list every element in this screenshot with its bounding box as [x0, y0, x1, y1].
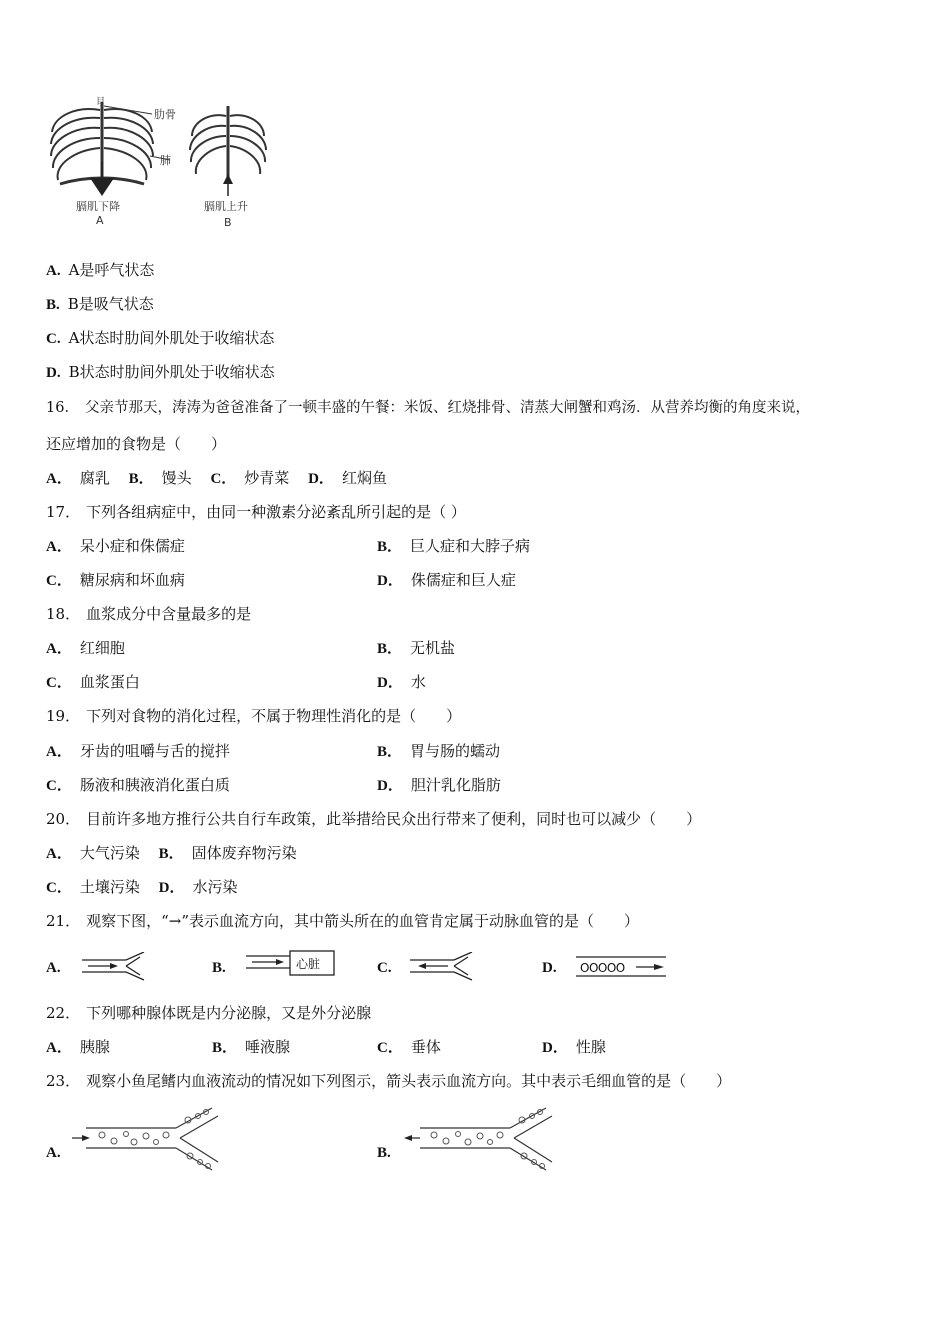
q15-option-a[interactable] [46, 260, 154, 281]
option-text: 糖尿病和坏血病 [79, 571, 185, 589]
q17-option-d[interactable] [377, 570, 516, 591]
option-label: B． [377, 641, 403, 657]
option-label: D. [46, 365, 61, 381]
option-text: A状态时肋间外肌处于收缩状态 [68, 329, 275, 347]
q21-option-d[interactable] [542, 957, 565, 978]
q16-option-a[interactable] [46, 469, 110, 487]
option-text: 馒头 [161, 469, 192, 487]
label-rib: 肋骨 [154, 108, 176, 121]
option-text: 固体废弃物污染 [191, 844, 297, 862]
option-label: D． [377, 778, 403, 794]
option-label: C. [377, 960, 392, 976]
option-text: 肠液和胰液消化蛋白质 [79, 776, 230, 794]
q16-option-c[interactable] [210, 469, 289, 487]
q21-stem [46, 911, 639, 931]
q16-options [46, 468, 387, 489]
option-label: D． [377, 573, 403, 589]
option-label: A． [46, 846, 72, 862]
option-label: B. [46, 297, 60, 313]
option-label: A. [46, 960, 61, 976]
option-label: C． [46, 675, 72, 691]
option-text: 血浆蛋白 [79, 673, 140, 691]
q23-option-b[interactable] [377, 1142, 399, 1163]
q15-option-b[interactable] [46, 294, 154, 315]
option-text: 水 [410, 673, 426, 691]
q20-option-b[interactable] [159, 844, 297, 862]
option-label: A． [46, 744, 72, 760]
q17-option-c[interactable] [46, 570, 185, 591]
q17-stem [46, 502, 466, 522]
option-text: 大气污染 [79, 844, 140, 862]
heart-label: 心脏 [296, 957, 321, 971]
q22-option-b[interactable] [212, 1037, 290, 1058]
q22-option-c[interactable] [377, 1037, 441, 1058]
option-text: 垂体 [410, 1038, 441, 1056]
option-text: 胆汁乳化脂肪 [410, 776, 501, 794]
q18-option-c[interactable] [46, 672, 140, 693]
q19-option-b[interactable] [377, 741, 500, 762]
caption-a-letter: A [96, 214, 104, 227]
q20-stem [46, 809, 701, 829]
option-text: B状态时肋间外肌处于收缩状态 [68, 363, 275, 381]
q19-stem [46, 706, 461, 726]
option-label: D． [542, 1040, 568, 1056]
question-number: 19． [46, 707, 81, 725]
q16-stem-line2: 还应增加的食物是（ ） [46, 435, 227, 453]
option-text: 水污染 [192, 878, 238, 896]
q21-diagram-d [576, 954, 668, 980]
q23-diagram-a [72, 1104, 220, 1176]
question-number: 21． [46, 912, 81, 930]
question-stem: 观察小鱼尾鳍内血液流动的情况如下列图示，箭头表示血流方向。其中表示毛细血管的是（ ） [86, 1072, 732, 1090]
option-text: 牙齿的咀嚼与舌的搅拌 [79, 742, 230, 760]
question-stem: 下列对食物的消化过程，不属于物理性消化的是（ ） [86, 707, 462, 725]
option-label: B. [212, 960, 226, 976]
option-label: D. [542, 960, 557, 976]
option-label: A. [46, 1145, 61, 1161]
option-label: A． [46, 539, 72, 555]
q15-option-c[interactable] [46, 328, 274, 349]
q16-option-b[interactable] [129, 469, 192, 487]
option-label: B． [158, 846, 184, 862]
q21-option-a[interactable] [46, 957, 69, 978]
ribcage-figure [46, 96, 286, 232]
option-text: 侏儒症和巨人症 [410, 571, 516, 589]
question-number: 17． [46, 503, 81, 521]
q20-options-row2 [46, 877, 238, 898]
q18-option-d[interactable] [377, 672, 426, 693]
option-text: 土壤污染 [79, 878, 140, 896]
q20-options-row1 [46, 843, 297, 864]
question-stem: 血浆成分中含量最多的是 [86, 605, 252, 623]
option-label: D． [308, 471, 334, 487]
option-text: 红细胞 [79, 639, 125, 657]
q22-stem [46, 1003, 371, 1023]
option-text: 胰腺 [79, 1038, 110, 1056]
q19-option-c[interactable] [46, 775, 230, 796]
option-label: C． [46, 778, 72, 794]
option-label: B． [212, 1040, 238, 1056]
q15-option-d[interactable] [46, 362, 275, 383]
q21-diagram-b [246, 950, 338, 980]
q21-option-b[interactable] [212, 957, 234, 978]
q19-option-a[interactable] [46, 741, 230, 762]
question-number: 22． [46, 1004, 81, 1022]
question-number: 18． [46, 605, 81, 623]
q21-diagram-a [80, 952, 150, 982]
mark-top: 目 [96, 97, 106, 107]
q18-option-a[interactable] [46, 638, 125, 659]
q21-option-c[interactable] [377, 957, 400, 978]
option-label: B． [377, 744, 403, 760]
caption-b-letter: B [224, 216, 232, 229]
option-text: 呆小症和侏儒症 [79, 537, 185, 555]
option-label: A． [46, 1040, 72, 1056]
option-label: C． [46, 573, 72, 589]
label-lung: 肺 [160, 154, 171, 167]
option-label: A. [46, 263, 61, 279]
caption-b-text: 膈肌上升 [204, 200, 248, 213]
q21-diagram-c [408, 952, 478, 982]
option-label: C． [210, 471, 237, 487]
q20-option-d[interactable] [159, 878, 238, 896]
option-label: C． [46, 880, 72, 896]
question-stem: 下列哪种腺体既是内分泌腺，又是外分泌腺 [86, 1004, 372, 1022]
q23-stem [46, 1071, 731, 1091]
option-text: 性腺 [575, 1038, 606, 1056]
q20-option-c[interactable] [46, 878, 140, 896]
question-number: 20． [46, 810, 81, 828]
q23-option-a[interactable] [46, 1142, 69, 1163]
q16-option-d[interactable] [308, 469, 387, 487]
option-text: 唾液腺 [245, 1038, 291, 1056]
q17-option-a[interactable] [46, 536, 185, 557]
cells-label: OOOOO [580, 961, 625, 975]
option-text: 炒青菜 [244, 469, 290, 487]
option-text: 红焖鱼 [341, 469, 387, 487]
question-number: 23． [46, 1072, 81, 1090]
option-text: B是吸气状态 [67, 295, 154, 313]
question-stem: 父亲节那天，涛涛为爸爸准备了一顿丰盛的午餐：米饭、红烧排骨、清蒸大闸蟹和鸡汤．从营养均衡的角度来说， [84, 400, 810, 416]
q18-stem [46, 604, 251, 624]
option-label: B． [377, 539, 403, 555]
option-text: 腐乳 [79, 469, 110, 487]
ribcage-b [190, 106, 266, 184]
q23-diagram-b [404, 1104, 554, 1176]
question-stem: 观察下图，“→”表示血流方向，其中箭头所在的血管肯定属于动脉血管的是（ ） [86, 912, 640, 930]
question-stem: 下列各组病症中，由同一种激素分泌紊乱所引起的是（ ） [86, 503, 466, 521]
option-label: C． [377, 1040, 403, 1056]
option-label: B. [377, 1145, 391, 1161]
option-label: A． [46, 471, 72, 487]
option-label: B． [128, 471, 154, 487]
q19-option-d[interactable] [377, 775, 501, 796]
q22-option-a[interactable] [46, 1037, 110, 1058]
option-text: 无机盐 [410, 639, 456, 657]
option-text: 巨人症和大脖子病 [410, 537, 531, 555]
option-text: A是呼气状态 [68, 261, 155, 279]
q22-option-d[interactable] [542, 1037, 606, 1058]
q17-option-b[interactable] [377, 536, 530, 557]
question-number: 16． [46, 400, 79, 416]
q20-option-a[interactable] [46, 844, 140, 862]
caption-a-text: 膈肌下降 [76, 200, 120, 213]
q18-option-b[interactable] [377, 638, 455, 659]
option-label: A． [46, 641, 72, 657]
q16-stem-line1 [46, 398, 810, 418]
option-label: C. [46, 331, 61, 347]
option-text: 胃与肠的蠕动 [410, 742, 501, 760]
option-label: D． [158, 880, 185, 896]
question-stem: 目前许多地方推行公共自行车政策，此举措给民众出行带来了便利，同时也可以减少（ ） [86, 810, 702, 828]
option-label: D． [377, 675, 403, 691]
